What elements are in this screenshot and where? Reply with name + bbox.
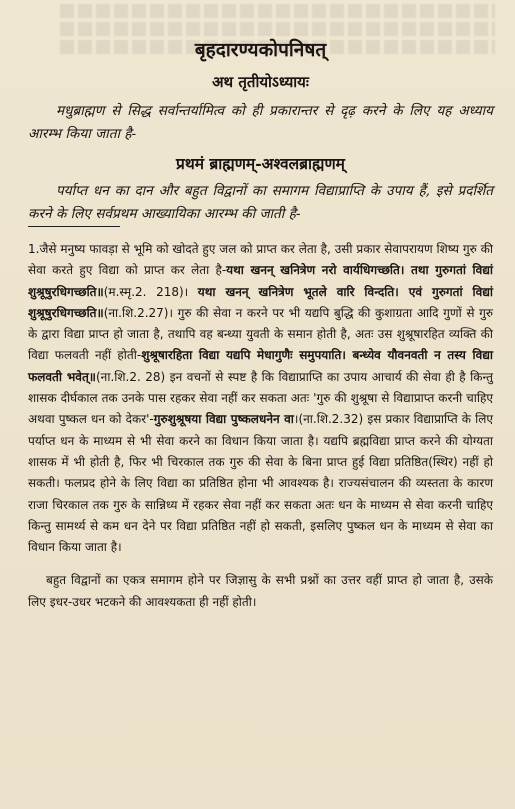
body-paragraph [28,239,493,558]
page-title: बृहदारण्यकोपनिषत् [194,39,327,61]
body-text-3: (ना.शि.2. 28) इन वचनों से स्पष्ट है कि विद्याप्राप्ति का उपाय आचार्य की सेवा ही है किन्तु शासक दीर्घकाल तक उनके पास रहकर सेवा नहीं कर सकता अतः 'गुरु की शुश्रूषा से विद्याप्राप्त करनी चाहिए अथवा पुष्कल धन को देकर'- [28,369,494,427]
body-text-1: 1.जैसे मनुष्य फावड़ा से भूमि को खोदते हुए जल को प्राप्त कर लेता है, उसी प्रकार सेवापरायण शिष्य गुरु की सेवा करते हुए विद्या को प्राप्त कर लेता है- [28,242,493,278]
body-text-4: ।(ना.शि.2.32) इस प्रकार विद्याप्राप्ति के लिए पर्याप्त धन के माध्यम से भी सेवा करने का विधान किया जाता है। यद्यपि ब्रह्मविद्या प्राप्त करने की योग्यता शासक में भी होती है, फिर भी चिरकाल तक गुरु की सेवा के बिना प्राप्त हुई विद्या प्रतिष्ठित(स्थिर) नहीं हो सकती। फलप्रद होने के लिए विद्या का प्रतिष्ठित होना भी आवश्यक है। राज्यसंचालन की व्यस्तता के कारण राजा चिरकाल तक गुरु के सान्निध्य में रहकर सेवा नहीं कर सकता अतः धन के माध्यम से सेवा करनी चाहिए किन्तु सामर्थ्य से कम धन देने पर विद्या प्रतिष्ठित नहीं हो सकती, इसलिए पुष्कल धन के माध्यम से सेवा का विधान किया जाता है। [28,412,493,555]
sanskrit-quote-3: शुश्रूषारहिता विद्या यद्यपि मेधागुणैः समुपयाति। बन्ध्येव यौवनवती न तस्य विद्या फलवती भवेत्॥ [28,348,493,384]
closing-paragraph: बहुत विद्वानों का एकत्र समागम होने पर जिज्ञासु के सभी प्रश्नों का उत्तर वहीं प्राप्त हो जाता है, उसके लिए इधर-उधर भटकने की आवश्यकता ही नहीं होती। [28,573,493,609]
page-content [28,36,493,613]
sanskrit-quote-4: गुरुशुश्रूषया विद्या पुष्कलधनेन वा [153,412,294,427]
chapter-subtitle: अथ तृतीयोऽध्यायः [212,73,309,91]
section-heading: प्रथमं ब्राह्मणम्-अश्वलब्राह्मणम् [176,154,345,173]
underline-rule [28,226,120,227]
lead-paragraph: पर्याप्त धन का दान और बहुत विद्वानों का समागम विद्याप्राप्ति के उपाय हैं, इसे प्रदर्शित करने के लिए सर्वप्रथम आख्यायिका आरम्भ की जाती है- [28,183,493,222]
intro-paragraph: मधुब्राह्मण से सिद्ध सर्वान्तर्यामित्व को ही प्रकारान्तर से दृढ़ करने के लिए यह अध्याय आरम्भ किया जाता है- [28,103,493,142]
sanskrit-quote-2: यथा खनन् खनित्रेण भूतले वारि विन्दति। एवं गुरुगतां विद्यां शुश्रूषुरधिगच्छति॥ [28,284,493,320]
body-text-2: (ना.शि.2.27)। गुरु की सेवा न करने पर भी यद्यपि बुद्धि की कुशाग्रता आदि गुणों से गुरु के द्वारा विद्या प्राप्त हो जाता है, तथापि वह बन्ध्या युवती के समान होती है, अतः उस शुश्रूषारहित व्यक्ति की विद्या फलवती नहीं होती- [28,305,493,363]
sanskrit-quote-1: यथा खनन् खनित्रेण नरो वार्यधिगच्छति। तथा गुरुगतां विद्यां शुश्रूषुरधिगच्छति॥ [28,263,493,299]
reference-1: (म.स्मृ.2. 218)। [103,284,198,299]
